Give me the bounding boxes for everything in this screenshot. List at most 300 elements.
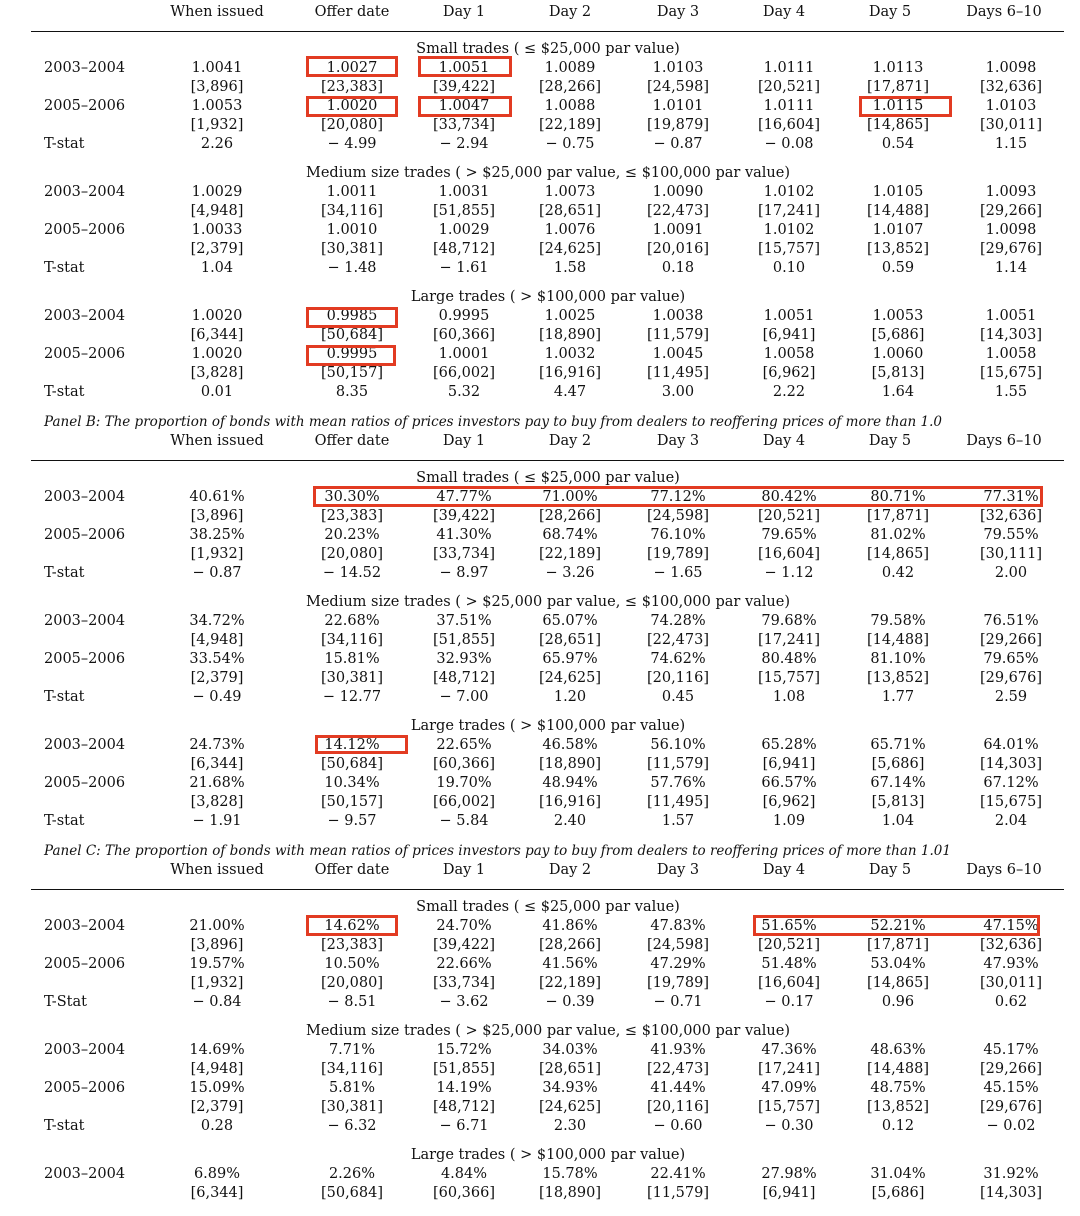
table-cell: 34.93% <box>542 1080 598 1096</box>
table-cell: 81.10% <box>870 651 926 667</box>
table-cell: 0.18 <box>661 260 695 276</box>
table-cell: [51,855] <box>432 1061 496 1077</box>
table-cell: 1.20 <box>553 689 587 705</box>
table-cell: 2.22 <box>772 384 806 400</box>
table-cell: − 0.75 <box>545 136 595 152</box>
table-cell: [23,383] <box>320 79 384 95</box>
table-cell: 2.26% <box>328 1166 376 1182</box>
table-cell: 65.97% <box>542 651 598 667</box>
highlight-box <box>306 307 398 328</box>
table-cell: [60,366] <box>432 1185 496 1201</box>
table-cell: [4,948] <box>190 632 244 648</box>
table-cell: 1.0020 <box>191 346 243 362</box>
table-cell: 48.75% <box>870 1080 926 1096</box>
table-cell: 1.0103 <box>985 98 1037 114</box>
table-cell: 1.0101 <box>652 98 704 114</box>
table-cell: [1,932] <box>190 117 244 133</box>
table-cell: 47.36% <box>761 1042 817 1058</box>
table-cell: [20,016] <box>646 241 710 257</box>
table-cell: [48,712] <box>432 241 496 257</box>
table-cell: − 1.12 <box>764 565 814 581</box>
row-label: T-stat <box>44 260 85 276</box>
table-cell: 22.66% <box>436 956 492 972</box>
table-cell: [20,080] <box>320 975 384 991</box>
column-header: Day 1 <box>442 4 486 20</box>
table-cell: − 0.60 <box>653 1118 703 1134</box>
panel-title: Panel C: The proportion of bonds with mean ratios of prices investors pay to buy from dealers to reoffering prices of more than 1.01 <box>44 843 951 859</box>
table-cell: [20,521] <box>757 79 821 95</box>
table-cell: 19.70% <box>436 775 492 791</box>
table-cell: [20,080] <box>320 117 384 133</box>
table-cell: 14.12% <box>324 737 380 753</box>
section-title: Medium size trades ( > $25,000 par value, ≤ $100,000 par value) <box>305 165 791 181</box>
column-header: Offer date <box>314 862 390 878</box>
column-header: Day 1 <box>442 862 486 878</box>
row-label: 2005–2006 <box>44 1080 126 1096</box>
table-cell: [28,651] <box>538 203 602 219</box>
section-title: Large trades ( > $100,000 par value) <box>410 718 686 734</box>
table-cell: 15.78% <box>542 1166 598 1182</box>
table-cell: − 3.26 <box>545 565 595 581</box>
table-cell: − 0.71 <box>653 994 703 1010</box>
table-cell: 19.57% <box>189 956 245 972</box>
table-cell: 80.42% <box>761 489 817 505</box>
table-rule <box>31 31 1064 32</box>
table-cell: 1.0031 <box>438 184 490 200</box>
table-cell: − 2.94 <box>439 136 489 152</box>
table-cell: [48,712] <box>432 670 496 686</box>
column-header: Day 2 <box>548 862 592 878</box>
table-cell: 30.30% <box>324 489 380 505</box>
table-cell: [24,625] <box>538 241 602 257</box>
table-cell: [22,189] <box>538 975 602 991</box>
table-cell: 41.44% <box>650 1080 706 1096</box>
table-cell: [30,111] <box>979 546 1043 562</box>
table-cell: 1.0060 <box>872 346 924 362</box>
table-cell: 76.10% <box>650 527 706 543</box>
table-cell: [24,598] <box>646 937 710 953</box>
table-cell: [28,266] <box>538 937 602 953</box>
section-title: Large trades ( > $100,000 par value) <box>410 289 686 305</box>
table-cell: [17,871] <box>866 79 930 95</box>
table-cell: [15,757] <box>757 241 821 257</box>
table-cell: [2,379] <box>190 1099 244 1115</box>
row-label: T-Stat <box>44 994 87 1010</box>
table-cell: 79.58% <box>870 613 926 629</box>
table-cell: [14,303] <box>979 327 1043 343</box>
table-cell: [50,157] <box>320 794 384 810</box>
table-cell: 24.73% <box>189 737 245 753</box>
table-cell: 81.02% <box>870 527 926 543</box>
row-label: 2003–2004 <box>44 489 126 505</box>
table-cell: 0.01 <box>200 384 234 400</box>
table-cell: [14,865] <box>866 546 930 562</box>
column-header: Day 3 <box>656 4 700 20</box>
table-cell: 68.74% <box>542 527 598 543</box>
table-cell: 1.0025 <box>544 308 596 324</box>
table-cell: [17,241] <box>757 203 821 219</box>
table-cell: 0.59 <box>881 260 915 276</box>
table-cell: [6,344] <box>190 327 244 343</box>
table-cell: 1.0089 <box>544 60 596 76</box>
table-cell: 80.71% <box>870 489 926 505</box>
table-cell: 21.00% <box>189 918 245 934</box>
column-header: When issued <box>170 862 264 878</box>
table-cell: [66,002] <box>432 365 496 381</box>
table-cell: 15.81% <box>324 651 380 667</box>
table-cell: 1.04 <box>881 813 915 829</box>
row-label: 2005–2006 <box>44 956 126 972</box>
table-cell: [17,241] <box>757 632 821 648</box>
table-cell: 2.00 <box>994 565 1028 581</box>
table-cell: [51,855] <box>432 632 496 648</box>
table-cell: − 1.65 <box>653 565 703 581</box>
table-cell: [13,852] <box>866 670 930 686</box>
table-cell: [34,116] <box>320 203 384 219</box>
highlight-box <box>306 96 398 117</box>
section-title: Medium size trades ( > $25,000 par value, ≤ $100,000 par value) <box>305 594 791 610</box>
column-header: When issued <box>170 433 264 449</box>
table-cell: 47.83% <box>650 918 706 934</box>
table-cell: [1,932] <box>190 975 244 991</box>
table-cell: 1.0020 <box>191 308 243 324</box>
table-cell: 14.19% <box>436 1080 492 1096</box>
table-cell: 38.25% <box>189 527 245 543</box>
column-header: Days 6–10 <box>966 4 1042 20</box>
table-cell: [16,604] <box>757 117 821 133</box>
table-cell: [24,598] <box>646 79 710 95</box>
section-title: Small trades ( ≤ $25,000 par value) <box>416 899 680 915</box>
table-cell: 40.61% <box>189 489 245 505</box>
table-cell: 47.15% <box>983 918 1039 934</box>
table-cell: 1.0098 <box>985 60 1037 76</box>
row-label: 2005–2006 <box>44 775 126 791</box>
table-cell: 14.69% <box>189 1042 245 1058</box>
table-cell: 21.68% <box>189 775 245 791</box>
table-cell: [5,686] <box>871 327 925 343</box>
table-cell: [23,383] <box>320 937 384 953</box>
table-cell: 1.0107 <box>872 222 924 238</box>
table-cell: [66,002] <box>432 794 496 810</box>
table-cell: − 5.84 <box>439 813 489 829</box>
table-cell: 0.12 <box>881 1118 915 1134</box>
table-cell: − 6.71 <box>439 1118 489 1134</box>
table-cell: 34.72% <box>189 613 245 629</box>
table-cell: 1.0053 <box>872 308 924 324</box>
table-cell: 0.45 <box>661 689 695 705</box>
table-cell: 65.07% <box>542 613 598 629</box>
table-cell: 51.65% <box>761 918 817 934</box>
table-cell: 1.0020 <box>326 98 378 114</box>
table-cell: 31.04% <box>870 1166 926 1182</box>
table-cell: 77.31% <box>983 489 1039 505</box>
row-label: T-stat <box>44 813 85 829</box>
table-cell: 37.51% <box>436 613 492 629</box>
table-cell: 34.03% <box>542 1042 598 1058</box>
highlight-box <box>753 915 1040 936</box>
table-cell: 46.58% <box>542 737 598 753</box>
table-cell: [3,896] <box>190 79 244 95</box>
row-label: T-stat <box>44 689 85 705</box>
table-cell: [29,266] <box>979 1061 1043 1077</box>
table-cell: [32,636] <box>979 508 1043 524</box>
column-header: Day 4 <box>762 433 806 449</box>
column-header: Day 5 <box>868 433 912 449</box>
table-cell: 0.42 <box>881 565 915 581</box>
row-label: 2005–2006 <box>44 527 126 543</box>
table-cell: [11,495] <box>646 794 710 810</box>
highlight-box <box>306 345 396 366</box>
table-cell: 74.62% <box>650 651 706 667</box>
table-cell: [15,675] <box>979 794 1043 810</box>
table-cell: − 0.49 <box>192 689 242 705</box>
table-cell: 8.35 <box>335 384 369 400</box>
table-cell: 1.58 <box>553 260 587 276</box>
table-cell: 41.30% <box>436 527 492 543</box>
table-cell: − 0.84 <box>192 994 242 1010</box>
table-cell: [33,734] <box>432 975 496 991</box>
table-cell: [18,890] <box>538 327 602 343</box>
table-cell: 2.30 <box>553 1118 587 1134</box>
row-label: T-stat <box>44 1118 85 1134</box>
table-cell: 47.09% <box>761 1080 817 1096</box>
table-cell: 2.26 <box>200 136 234 152</box>
table-cell: [50,684] <box>320 327 384 343</box>
table-cell: 47.93% <box>983 956 1039 972</box>
table-cell: − 0.87 <box>192 565 242 581</box>
table-cell: 0.10 <box>772 260 806 276</box>
table-cell: [14,865] <box>866 117 930 133</box>
row-label: T-stat <box>44 565 85 581</box>
table-cell: [16,604] <box>757 546 821 562</box>
row-label: 2003–2004 <box>44 613 126 629</box>
table-cell: [24,598] <box>646 508 710 524</box>
table-cell: 1.04 <box>200 260 234 276</box>
table-cell: 1.0098 <box>985 222 1037 238</box>
table-cell: 66.57% <box>761 775 817 791</box>
table-cell: [18,890] <box>538 1185 602 1201</box>
table-cell: [6,962] <box>762 794 816 810</box>
table-cell: 48.94% <box>542 775 598 791</box>
table-cell: 22.41% <box>650 1166 706 1182</box>
table-cell: [19,879] <box>646 117 710 133</box>
table-cell: 1.0001 <box>438 346 490 362</box>
table-cell: [48,712] <box>432 1099 496 1115</box>
table-cell: 77.12% <box>650 489 706 505</box>
highlight-box <box>306 56 398 77</box>
table-cell: − 0.02 <box>986 1118 1036 1134</box>
table-cell: [3,828] <box>190 365 244 381</box>
table-cell: 7.71% <box>328 1042 376 1058</box>
table-cell: 1.0115 <box>872 98 924 114</box>
table-cell: 1.14 <box>994 260 1028 276</box>
table-cell: [22,473] <box>646 1061 710 1077</box>
table-cell: [17,241] <box>757 1061 821 1077</box>
table-cell: [5,686] <box>871 756 925 772</box>
table-cell: 48.63% <box>870 1042 926 1058</box>
table-cell: 67.12% <box>983 775 1039 791</box>
row-label: T-stat <box>44 136 85 152</box>
table-cell: [29,676] <box>979 241 1043 257</box>
section-title: Medium size trades ( > $25,000 par value, ≤ $100,000 par value) <box>305 1023 791 1039</box>
column-header: Day 4 <box>762 4 806 20</box>
table-cell: [6,962] <box>762 365 816 381</box>
table-cell: 1.0051 <box>438 60 490 76</box>
highlight-box <box>315 735 408 754</box>
table-cell: [20,116] <box>646 1099 710 1115</box>
table-cell: [19,789] <box>646 975 710 991</box>
table-cell: [34,116] <box>320 1061 384 1077</box>
table-cell: 24.70% <box>436 918 492 934</box>
table-cell: [60,366] <box>432 756 496 772</box>
table-cell: − 3.62 <box>439 994 489 1010</box>
table-cell: [39,422] <box>432 508 496 524</box>
panel-title: Panel B: The proportion of bonds with mean ratios of prices investors pay to buy from dealers to reoffering prices of more than 1.0 <box>44 414 942 430</box>
table-cell: 79.65% <box>983 651 1039 667</box>
table-cell: [28,651] <box>538 1061 602 1077</box>
table-cell: [22,189] <box>538 117 602 133</box>
table-cell: 1.0045 <box>652 346 704 362</box>
table-cell: [28,651] <box>538 632 602 648</box>
table-cell: 2.04 <box>994 813 1028 829</box>
table-cell: 79.55% <box>983 527 1039 543</box>
table-cell: [60,366] <box>432 327 496 343</box>
table-cell: [30,381] <box>320 241 384 257</box>
table-cell: 1.0029 <box>438 222 490 238</box>
table-cell: [14,488] <box>866 203 930 219</box>
table-cell: [14,303] <box>979 1185 1043 1201</box>
table-cell: 0.96 <box>881 994 915 1010</box>
table-cell: 1.0111 <box>763 98 815 114</box>
table-cell: [33,734] <box>432 546 496 562</box>
table-cell: [28,266] <box>538 79 602 95</box>
table-cell: 1.57 <box>661 813 695 829</box>
table-cell: − 14.52 <box>322 565 382 581</box>
row-label: 2003–2004 <box>44 60 126 76</box>
table-cell: [15,757] <box>757 1099 821 1115</box>
table-cell: [18,890] <box>538 756 602 772</box>
table-cell: 1.64 <box>881 384 915 400</box>
table-cell: 0.62 <box>994 994 1028 1010</box>
row-label: 2003–2004 <box>44 918 126 934</box>
table-cell: [24,625] <box>538 670 602 686</box>
table-cell: 65.28% <box>761 737 817 753</box>
column-header: Offer date <box>314 433 390 449</box>
table-cell: 1.0102 <box>763 184 815 200</box>
row-label: T-stat <box>44 384 85 400</box>
table-cell: [23,383] <box>320 508 384 524</box>
table-cell: 71.00% <box>542 489 598 505</box>
table-cell: [39,422] <box>432 79 496 95</box>
table-cell: 2.40 <box>553 813 587 829</box>
table-cell: 1.0058 <box>763 346 815 362</box>
highlight-box <box>418 96 512 117</box>
table-cell: [5,813] <box>871 794 925 810</box>
table-cell: 10.34% <box>324 775 380 791</box>
table-cell: 80.48% <box>761 651 817 667</box>
section-title: Small trades ( ≤ $25,000 par value) <box>416 470 680 486</box>
highlight-box <box>418 56 512 77</box>
table-cell: [24,625] <box>538 1099 602 1115</box>
column-header: Day 2 <box>548 433 592 449</box>
table-cell: − 4.99 <box>327 136 377 152</box>
table-cell: − 9.57 <box>327 813 377 829</box>
row-label: 2005–2006 <box>44 651 126 667</box>
table-cell: [28,266] <box>538 508 602 524</box>
table-cell: [4,948] <box>190 203 244 219</box>
table-cell: [2,379] <box>190 670 244 686</box>
table-cell: [30,011] <box>979 975 1043 991</box>
table-cell: [30,011] <box>979 117 1043 133</box>
row-label: 2005–2006 <box>44 346 126 362</box>
table-cell: − 6.32 <box>327 1118 377 1134</box>
table-cell: − 1.48 <box>327 260 377 276</box>
table-cell: 64.01% <box>983 737 1039 753</box>
table-cell: 52.21% <box>870 918 926 934</box>
table-cell: 74.28% <box>650 613 706 629</box>
table-cell: 1.09 <box>772 813 806 829</box>
table-cell: 0.9985 <box>326 308 378 324</box>
table-cell: 1.0011 <box>326 184 378 200</box>
table-cell: [11,579] <box>646 756 710 772</box>
table-cell: − 0.30 <box>764 1118 814 1134</box>
table-cell: [6,941] <box>762 756 816 772</box>
column-header: Day 1 <box>442 433 486 449</box>
table-cell: 1.0033 <box>191 222 243 238</box>
column-header: Offer date <box>314 4 390 20</box>
table-cell: 53.04% <box>870 956 926 972</box>
table-cell: [20,116] <box>646 670 710 686</box>
table-cell: 5.32 <box>447 384 481 400</box>
table-cell: 0.54 <box>881 136 915 152</box>
section-title: Small trades ( ≤ $25,000 par value) <box>416 41 680 57</box>
table-cell: [20,080] <box>320 546 384 562</box>
column-header: Day 5 <box>868 862 912 878</box>
table-cell: 10.50% <box>324 956 380 972</box>
table-cell: 56.10% <box>650 737 706 753</box>
table-cell: 57.76% <box>650 775 706 791</box>
table-cell: 22.65% <box>436 737 492 753</box>
table-cell: 0.9995 <box>438 308 490 324</box>
column-header: When issued <box>170 4 264 20</box>
column-header: Day 4 <box>762 862 806 878</box>
highlight-box <box>306 915 398 936</box>
table-cell: [3,896] <box>190 508 244 524</box>
table-cell: 79.65% <box>761 527 817 543</box>
row-label: 2003–2004 <box>44 1166 126 1182</box>
table-cell: 65.71% <box>870 737 926 753</box>
table-cell: [1,932] <box>190 546 244 562</box>
table-cell: 3.00 <box>661 384 695 400</box>
table-cell: 4.84% <box>440 1166 488 1182</box>
table-cell: 14.62% <box>324 918 380 934</box>
table-cell: 1.0027 <box>326 60 378 76</box>
row-label: 2003–2004 <box>44 1042 126 1058</box>
table-cell: 47.29% <box>650 956 706 972</box>
table-cell: 1.0091 <box>652 222 704 238</box>
table-cell: − 7.00 <box>439 689 489 705</box>
table-cell: [13,852] <box>866 241 930 257</box>
table-cell: [22,473] <box>646 632 710 648</box>
table-cell: − 0.08 <box>764 136 814 152</box>
table-cell: 1.0029 <box>191 184 243 200</box>
table-cell: [29,266] <box>979 203 1043 219</box>
table-cell: 15.09% <box>189 1080 245 1096</box>
table-cell: 1.55 <box>994 384 1028 400</box>
column-header: Days 6–10 <box>966 433 1042 449</box>
table-cell: 41.56% <box>542 956 598 972</box>
table-cell: [29,676] <box>979 1099 1043 1115</box>
